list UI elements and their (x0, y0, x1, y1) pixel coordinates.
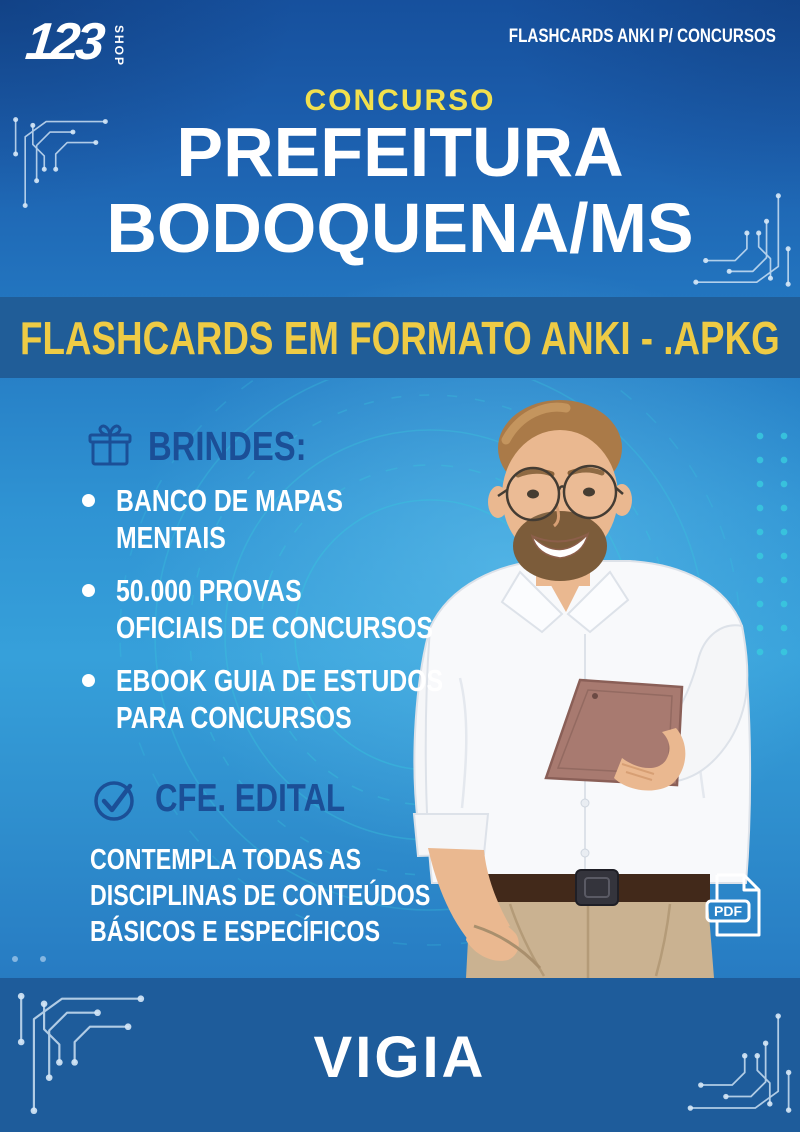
logo-number: 123 (22, 13, 104, 71)
list-item: EBOOK GUIA DE ESTUDOS PARA CONCURSOS (82, 662, 525, 736)
title-line-1: PREFEITURA (176, 113, 624, 191)
format-banner-text: FLASHCARDS EM FORMATO ANKI - .APKG (20, 311, 780, 364)
title-line-2: BODOQUENA/MS (106, 189, 694, 267)
check-circle-icon (90, 774, 140, 824)
pdf-label: PDF (714, 903, 742, 919)
page-title (0, 114, 800, 266)
compliance-text: CONTEMPLA TODAS AS DISCIPLINAS DE CONTEÚDOS BÁSICOS E ESPECÍFICOS (90, 844, 431, 948)
logo-word: SHOP (112, 25, 126, 68)
circuit-pattern-bottom-right (682, 992, 797, 1130)
list-item: 50.000 PROVAS OFICIAIS DE CONCURSOS (82, 572, 525, 646)
format-banner (0, 297, 800, 378)
logo-123shop (22, 13, 126, 71)
list-item: BANCO DE MAPAS MENTAIS (82, 482, 525, 556)
benefits-heading-label: BRINDES: (148, 422, 307, 469)
compliance-heading-label: CFE. EDITAL (155, 777, 346, 820)
mini-dots-decor (12, 956, 18, 962)
gift-icon (86, 422, 134, 470)
compliance-heading (90, 774, 393, 824)
header-tagline: FLASHCARDS ANKI P/ CONCURSOS (508, 26, 776, 47)
kicker-concurso: CONCURSO (304, 84, 496, 117)
circuit-pattern-bottom-left (6, 986, 156, 1126)
role-title: VIGIA (313, 1025, 487, 1090)
benefits-heading (86, 422, 346, 470)
benefits-list (82, 482, 525, 752)
pdf-file-icon (702, 870, 768, 942)
